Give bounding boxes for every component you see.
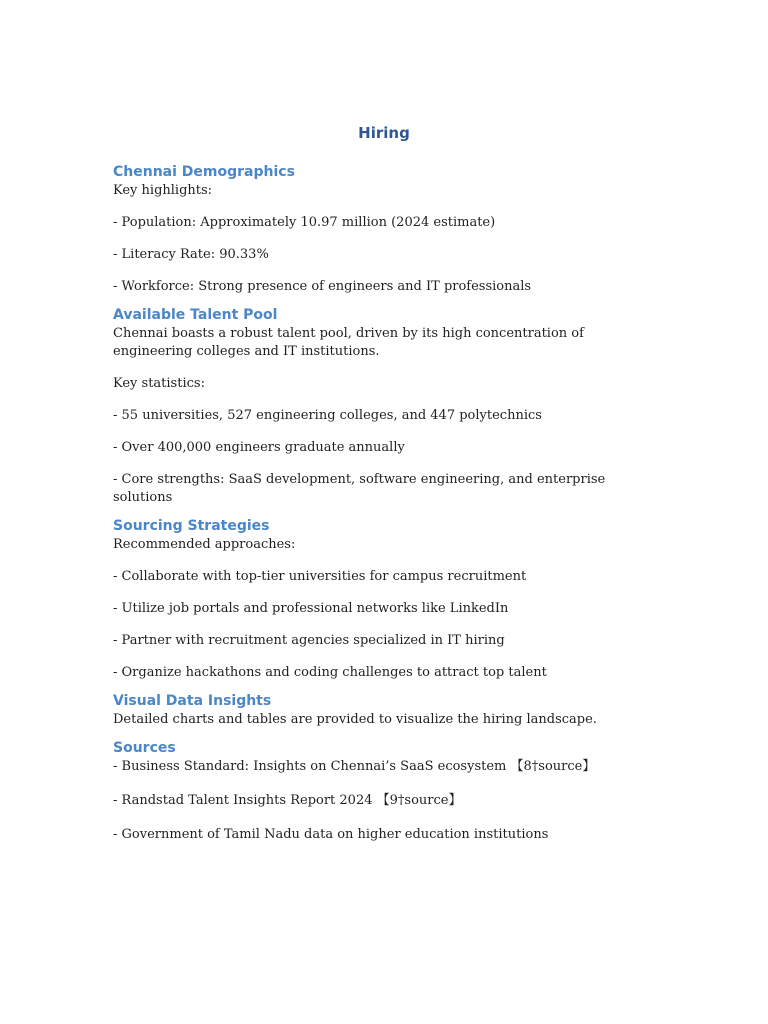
source-item-business-standard: - Business Standard: Insights on Chennai’s SaaS ecosystem 【8†source】 [113, 759, 596, 774]
insights-text: Detailed charts and tables are provided to visualize the hiring landscape. [113, 712, 597, 727]
demographics-item-population: - Population: Approximately 10.97 million (2024 estimate) [113, 215, 496, 230]
section-heading-sourcing: Sourcing Strategies [113, 518, 270, 534]
section-demographics [113, 162, 658, 296]
demographics-intro: Key highlights: [113, 183, 213, 198]
sourcing-item-universities: - Collaborate with top-tier universities for campus recruitment [113, 569, 527, 584]
demographics-item-workforce: - Workforce: Strong presence of engineers and IT professionals [113, 279, 532, 294]
talent-item-universities: - 55 universities, 527 engineering colleges, and 447 polytechnics [113, 408, 542, 423]
section-heading-insights: Visual Data Insights [113, 693, 272, 709]
sourcing-item-job-portals: - Utilize job portals and professional networks like LinkedIn [113, 601, 509, 616]
section-talent-pool [113, 305, 658, 507]
sourcing-item-hackathons: - Organize hackathons and coding challenges to attract top talent [113, 665, 547, 680]
section-sourcing [113, 516, 658, 682]
section-heading-demographics: Chennai Demographics [113, 164, 295, 180]
talent-intro: Chennai boasts a robust talent pool, driven by its high concentration of engineering colleges and IT institutions. [113, 326, 584, 359]
talent-stats-label: Key statistics: [113, 376, 205, 391]
document-title: Hiring [358, 124, 410, 142]
section-heading-talent-pool: Available Talent Pool [113, 307, 278, 323]
section-heading-sources: Sources [113, 740, 176, 756]
document-body [113, 162, 658, 844]
talent-item-strengths: - Core strengths: SaaS development, software engineering, and enterprise solutions [113, 472, 606, 505]
source-item-tamil-nadu: - Government of Tamil Nadu data on higher education institutions [113, 827, 549, 842]
demographics-item-literacy: - Literacy Rate: 90.33% [113, 247, 269, 262]
sourcing-intro: Recommended approaches: [113, 537, 296, 552]
source-item-randstad: - Randstad Talent Insights Report 2024 【9†source】 [113, 793, 462, 808]
section-insights [113, 691, 658, 729]
talent-item-graduates: - Over 400,000 engineers graduate annually [113, 440, 405, 455]
section-sources [113, 738, 658, 844]
sourcing-item-agencies: - Partner with recruitment agencies specialized in IT hiring [113, 633, 505, 648]
